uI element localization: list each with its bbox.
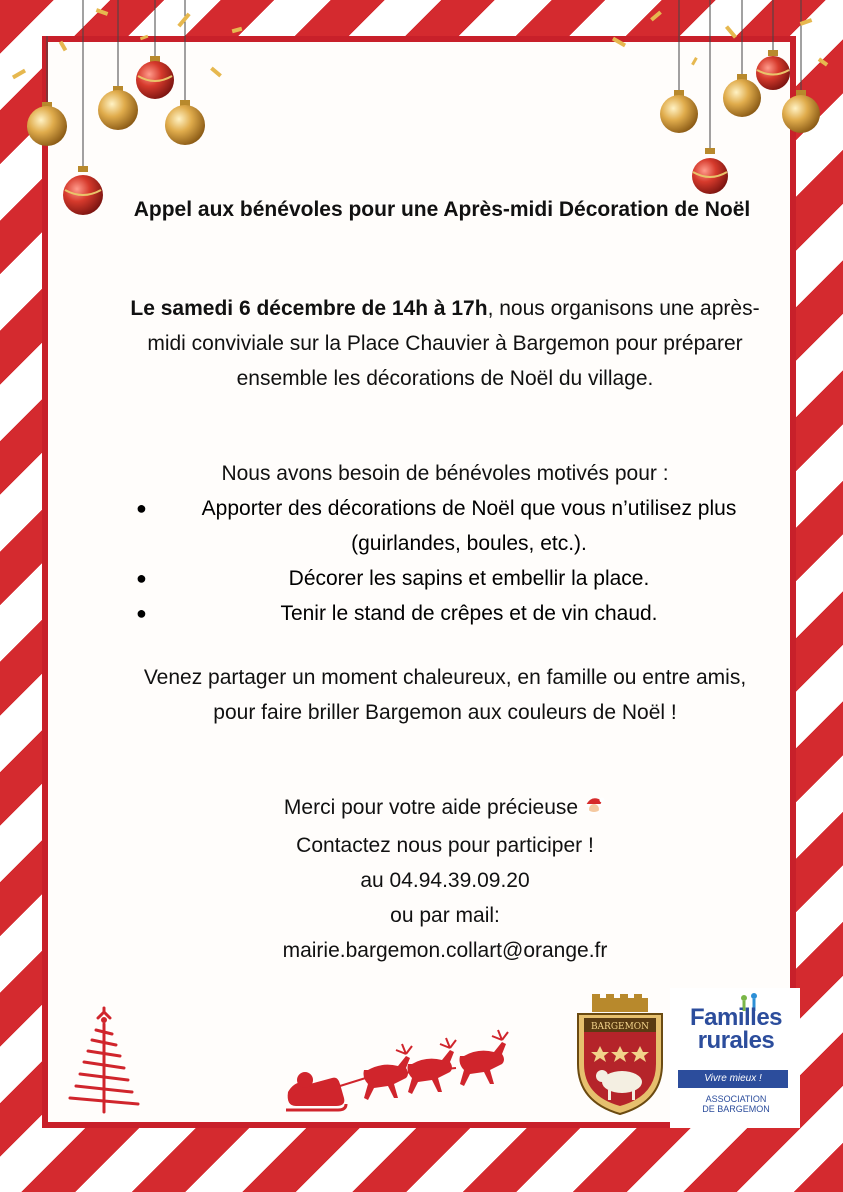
- volunteer-tasks-list: [130, 491, 770, 631]
- participate-line: Contactez nous pour participer !: [296, 834, 594, 857]
- familles-rurales-logo: [670, 988, 800, 1128]
- coat-of-arms-banner: BARGEMON: [590, 1022, 650, 1032]
- bargemon-coat-of-arms-logo: [572, 994, 668, 1116]
- intro-date: Le samedi 6 décembre de 14h à 17h: [130, 297, 488, 320]
- mail-label: ou par mail:: [390, 904, 500, 927]
- phone-number[interactable]: au 04.94.39.09.20: [360, 869, 530, 892]
- poster-title: Appel aux bénévoles pour une Après-midi Décoration de Noël: [133, 198, 751, 221]
- bullet-icon: ●: [136, 603, 147, 623]
- contact-block: [120, 790, 770, 968]
- bullet-icon: ●: [136, 498, 147, 518]
- assoc-line1: ASSOCIATION: [705, 1094, 767, 1104]
- familles-title-line1: Familles: [689, 1004, 783, 1031]
- familles-rurales-title: [676, 1006, 796, 1052]
- thanks-line: [120, 790, 770, 828]
- familles-association: [676, 1094, 796, 1114]
- list-item-text: Tenir le stand de crêpes et de vin chaud.: [280, 602, 658, 625]
- thanks-text: Merci pour votre aide précieuse: [283, 796, 579, 819]
- familles-tagline: Vivre mieux !: [678, 1070, 788, 1088]
- familles-title-line2: rurales: [697, 1027, 775, 1054]
- list-item: [130, 491, 770, 561]
- list-item: [130, 561, 770, 596]
- list-item-text: Apporter des décorations de Noël que vous n’utilisez plus (guirlandes, boules, etc.).: [201, 497, 737, 555]
- list-item: [130, 596, 770, 631]
- email-address[interactable]: mairie.bargemon.collart@orange.fr: [282, 939, 608, 962]
- assoc-line2: DE BARGEMON: [702, 1104, 770, 1114]
- list-item-text: Décorer les sapins et embellir la place.: [288, 567, 650, 590]
- invitation-paragraph: Venez partager un moment chaleureux, en famille ou entre amis, pour faire briller Bargemon aux couleurs de Noël !: [143, 666, 747, 724]
- intro-text: , nous organisons une après-midi conviviale sur la Place Chauvier à Bargemon pour préparer ensemble les décorations de Noël du village.: [147, 297, 760, 390]
- needs-heading: Nous avons besoin de bénévoles motivés pour :: [221, 462, 669, 485]
- intro-paragraph: [120, 291, 770, 396]
- bullet-icon: ●: [136, 568, 147, 588]
- santa-face-icon: [582, 793, 606, 828]
